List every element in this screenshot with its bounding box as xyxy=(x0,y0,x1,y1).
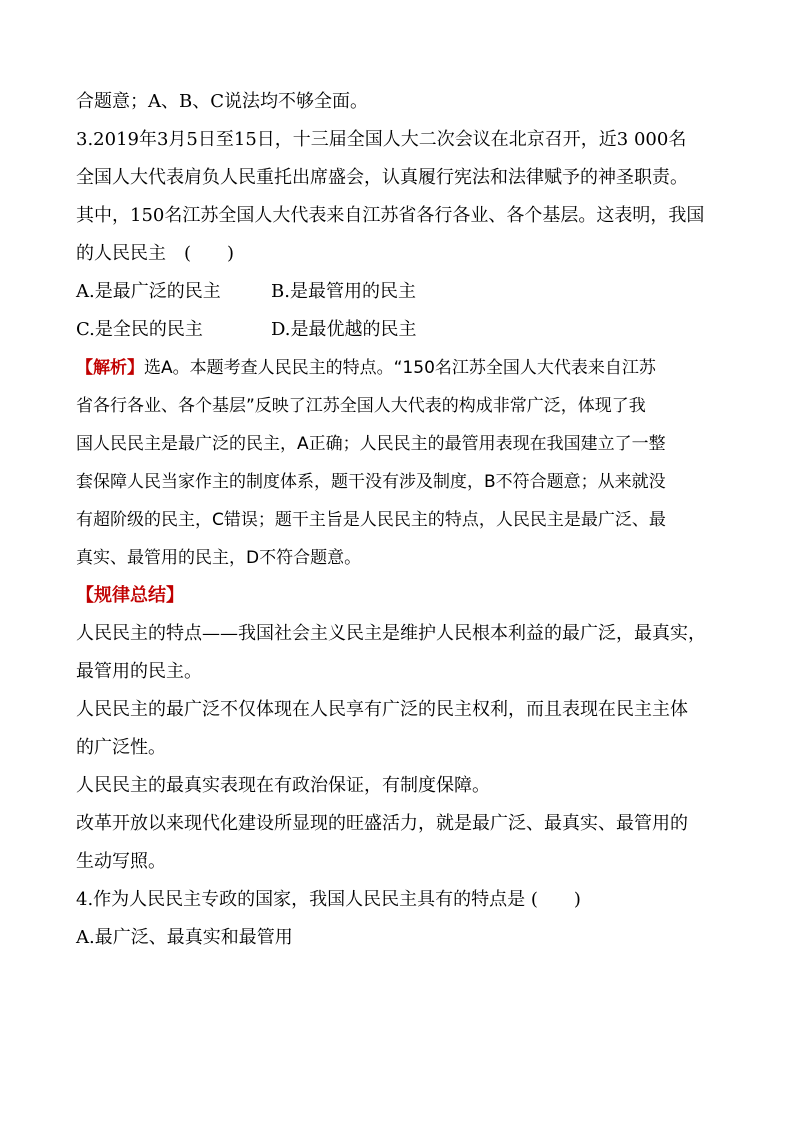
text-line: 的人民民主 ( ) xyxy=(76,243,235,264)
analysis-line xyxy=(76,356,656,380)
summary-line: 改革开放以来现代化建设所显现的旺盛活力，就是最广泛、最真实、最管用的 xyxy=(76,813,688,834)
analysis-line: 真实、最管用的民主，D不符合题意。 xyxy=(76,548,362,568)
option-a: A.是最广泛的民主 xyxy=(76,281,221,302)
summary-line: 的广泛性。 xyxy=(76,737,166,758)
options-row-2 xyxy=(76,318,417,342)
summary-line: 生动写照。 xyxy=(76,851,166,872)
analysis-line: 套保障人民当家作主的制度体系，题干没有涉及制度，B不符合题意；从来就没 xyxy=(76,472,666,492)
summary-line: 人民民主的特点——我国社会主义民主是维护人民根本利益的最广泛，最真实， xyxy=(76,623,706,644)
option-b: B.是最管用的民主 xyxy=(271,281,416,302)
option-c: C.是全民的民主 xyxy=(76,319,203,340)
analysis-tag: 【解析】 xyxy=(76,358,144,378)
options-row-1 xyxy=(76,280,416,304)
analysis-text: 选A。本题考查人民民主的特点。“150名江苏全国人大代表来自江苏 xyxy=(144,358,656,378)
question-3-stem: 3.2019年3月5日至15日，十三届全国人大二次会议在北京召开，近3 000名 xyxy=(76,129,687,150)
question-4-stem: 4.作为人民民主专政的国家，我国人民民主具有的特点是 ( ) xyxy=(76,889,581,910)
option-d: D.是最优越的民主 xyxy=(271,319,417,340)
analysis-line: 有超阶级的民主，C错误；题干主旨是人民民主的特点，人民民主是最广泛、最 xyxy=(76,510,666,530)
summary-line: 人民民主的最真实表现在有政治保证，有制度保障。 xyxy=(76,775,490,796)
analysis-line: 国人民民主是最广泛的民主，A正确；人民民主的最管用表现在我国建立了一整 xyxy=(76,434,666,454)
text-line: 合题意；A、B、C说法均不够全面。 xyxy=(76,91,368,112)
analysis-line: 省各行各业、各个基层”反映了江苏全国人大代表的构成非常广泛，体现了我 xyxy=(76,396,646,416)
text-line: 其中，150名江苏全国人大代表来自江苏省各行各业、各个基层。这表明，我国 xyxy=(76,205,705,226)
summary-line: 人民民主的最广泛不仅体现在人民享有广泛的民主权利，而且表现在民主主体 xyxy=(76,699,688,720)
text-line: 全国人大代表肩负人民重托出席盛会，认真履行宪法和法律赋予的神圣职责。 xyxy=(76,167,688,188)
summary-line: 最管用的民主。 xyxy=(76,661,202,682)
summary-heading xyxy=(76,584,184,608)
summary-tag: 【规律总结】 xyxy=(76,585,184,606)
question-4-option-a: A.最广泛、最真实和最管用 xyxy=(76,927,293,948)
